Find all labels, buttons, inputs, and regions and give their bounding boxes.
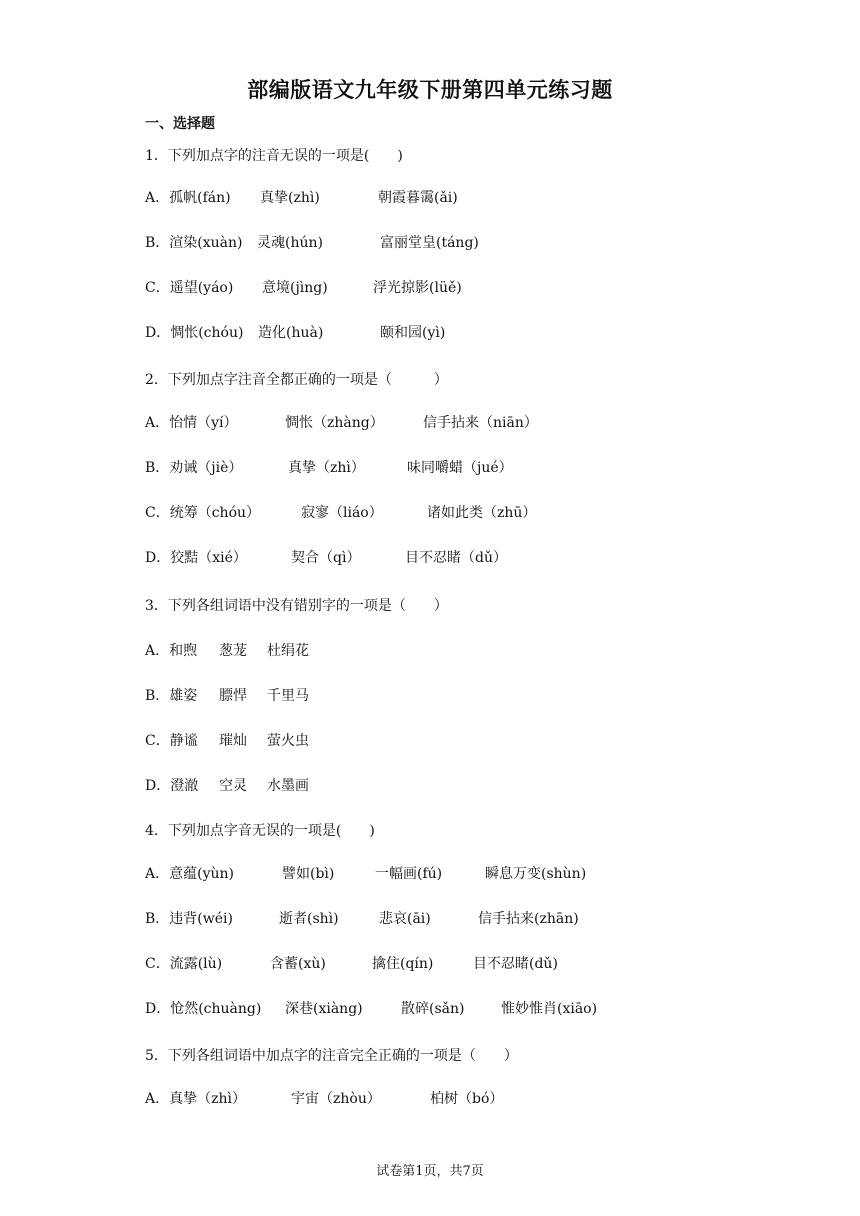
section-heading: 一、选择题 — [145, 116, 215, 132]
option-word: A．孤帆(fán) — [145, 190, 231, 206]
option-word: 信手拈来(zhān) — [478, 911, 579, 927]
question-stem: 3．下列各组词语中没有错别字的一项是（ ） — [145, 598, 448, 614]
option-word: D．惆怅(chóu) — [145, 325, 244, 341]
option-word: C．流露(lù) — [145, 956, 223, 972]
option-word: C．遥望(yáo) — [145, 280, 234, 296]
option-word: B．雄姿 — [145, 688, 198, 704]
option-word: D．狡黠（xié） — [145, 550, 247, 566]
question-stem: 1．下列加点字的注音无误的一项是( ) — [145, 148, 403, 164]
option-word: 柏树（bó） — [430, 1091, 504, 1107]
option-word: 寂寥（liáo） — [301, 505, 383, 521]
option-word: 悲哀(āi) — [379, 911, 431, 927]
page-title: 部编版语文九年级下册第四单元练习题 — [247, 78, 613, 102]
option-word: 真挚(zhì) — [260, 190, 320, 206]
option-word: 信手拈来（niān） — [423, 415, 538, 431]
option-word: A．真挚（zhì） — [145, 1091, 246, 1107]
option-word: 含蓄(xù) — [270, 956, 326, 972]
option-word: 浮光掠影(lüě) — [373, 280, 462, 296]
option-word: 目不忍睹(dǔ) — [473, 956, 558, 972]
option-word: 一幅画(fú) — [375, 866, 443, 882]
option-word: B．违背(wéi) — [145, 911, 233, 927]
option-word: A．和煦 — [145, 643, 198, 659]
option-word: 惟妙惟肖(xiāo) — [501, 1001, 598, 1017]
option-word: 空灵 — [219, 778, 247, 794]
option-word: 诸如此类（zhū） — [427, 505, 537, 521]
option-word: 擒住(qín) — [372, 956, 434, 972]
option-word: 水墨画 — [267, 778, 309, 794]
option-word: B．渲染(xuàn) — [145, 235, 243, 251]
option-word: 深巷(xiàng) — [285, 1001, 363, 1017]
option-word: A．意蕴(yùn) — [145, 866, 234, 882]
option-word: 膘悍 — [219, 688, 247, 704]
option-word: C．静谧 — [145, 733, 198, 749]
option-word: D．澄澈 — [145, 778, 199, 794]
option-word: 味同嚼蜡（jué） — [407, 460, 513, 476]
option-word: 譬如(bì) — [282, 866, 335, 882]
option-word: 千里马 — [267, 688, 309, 704]
option-word: 璀灿 — [219, 733, 247, 749]
question-stem: 2．下列加点字注音全都正确的一项是（ ） — [145, 372, 448, 388]
option-word: 颐和园(yì) — [380, 325, 446, 341]
option-word: C．统筹（chóu） — [145, 505, 261, 521]
option-word: 宇宙（zhòu） — [291, 1091, 381, 1107]
option-word: 契合（qì） — [291, 550, 361, 566]
option-word: D．怆然(chuàng) — [145, 1001, 262, 1017]
option-word: 富丽堂皇(táng) — [380, 235, 479, 251]
option-word: 目不忍睹（dǔ） — [405, 550, 507, 566]
option-word: 萤火虫 — [267, 733, 309, 749]
page-footer: 试卷第1页，共7页 — [376, 1164, 484, 1179]
option-word: 朝霞暮霭(ǎi) — [378, 190, 458, 206]
option-word: B．劝诫（jiè） — [145, 460, 243, 476]
question-stem: 5．下列各组词语中加点字的注音完全正确的一项是（ ） — [145, 1048, 518, 1064]
option-word: A．怡情（yí） — [145, 415, 238, 431]
option-word: 逝者(shì) — [279, 911, 339, 927]
option-word: 意境(jìng) — [262, 280, 328, 296]
option-word: 瞬息万变(shùn) — [485, 866, 587, 882]
option-word: 惆怅（zhàng） — [285, 415, 384, 431]
option-word: 造化(huà) — [258, 325, 324, 341]
option-word: 葱茏 — [219, 643, 247, 659]
option-word: 散碎(sǎn) — [401, 1001, 465, 1017]
option-word: 灵魂(hún) — [257, 235, 323, 251]
option-word: 杜绢花 — [267, 643, 309, 659]
option-word: 真挚（zhì） — [288, 460, 365, 476]
question-stem: 4．下列加点字音无误的一项是( ) — [145, 823, 375, 839]
